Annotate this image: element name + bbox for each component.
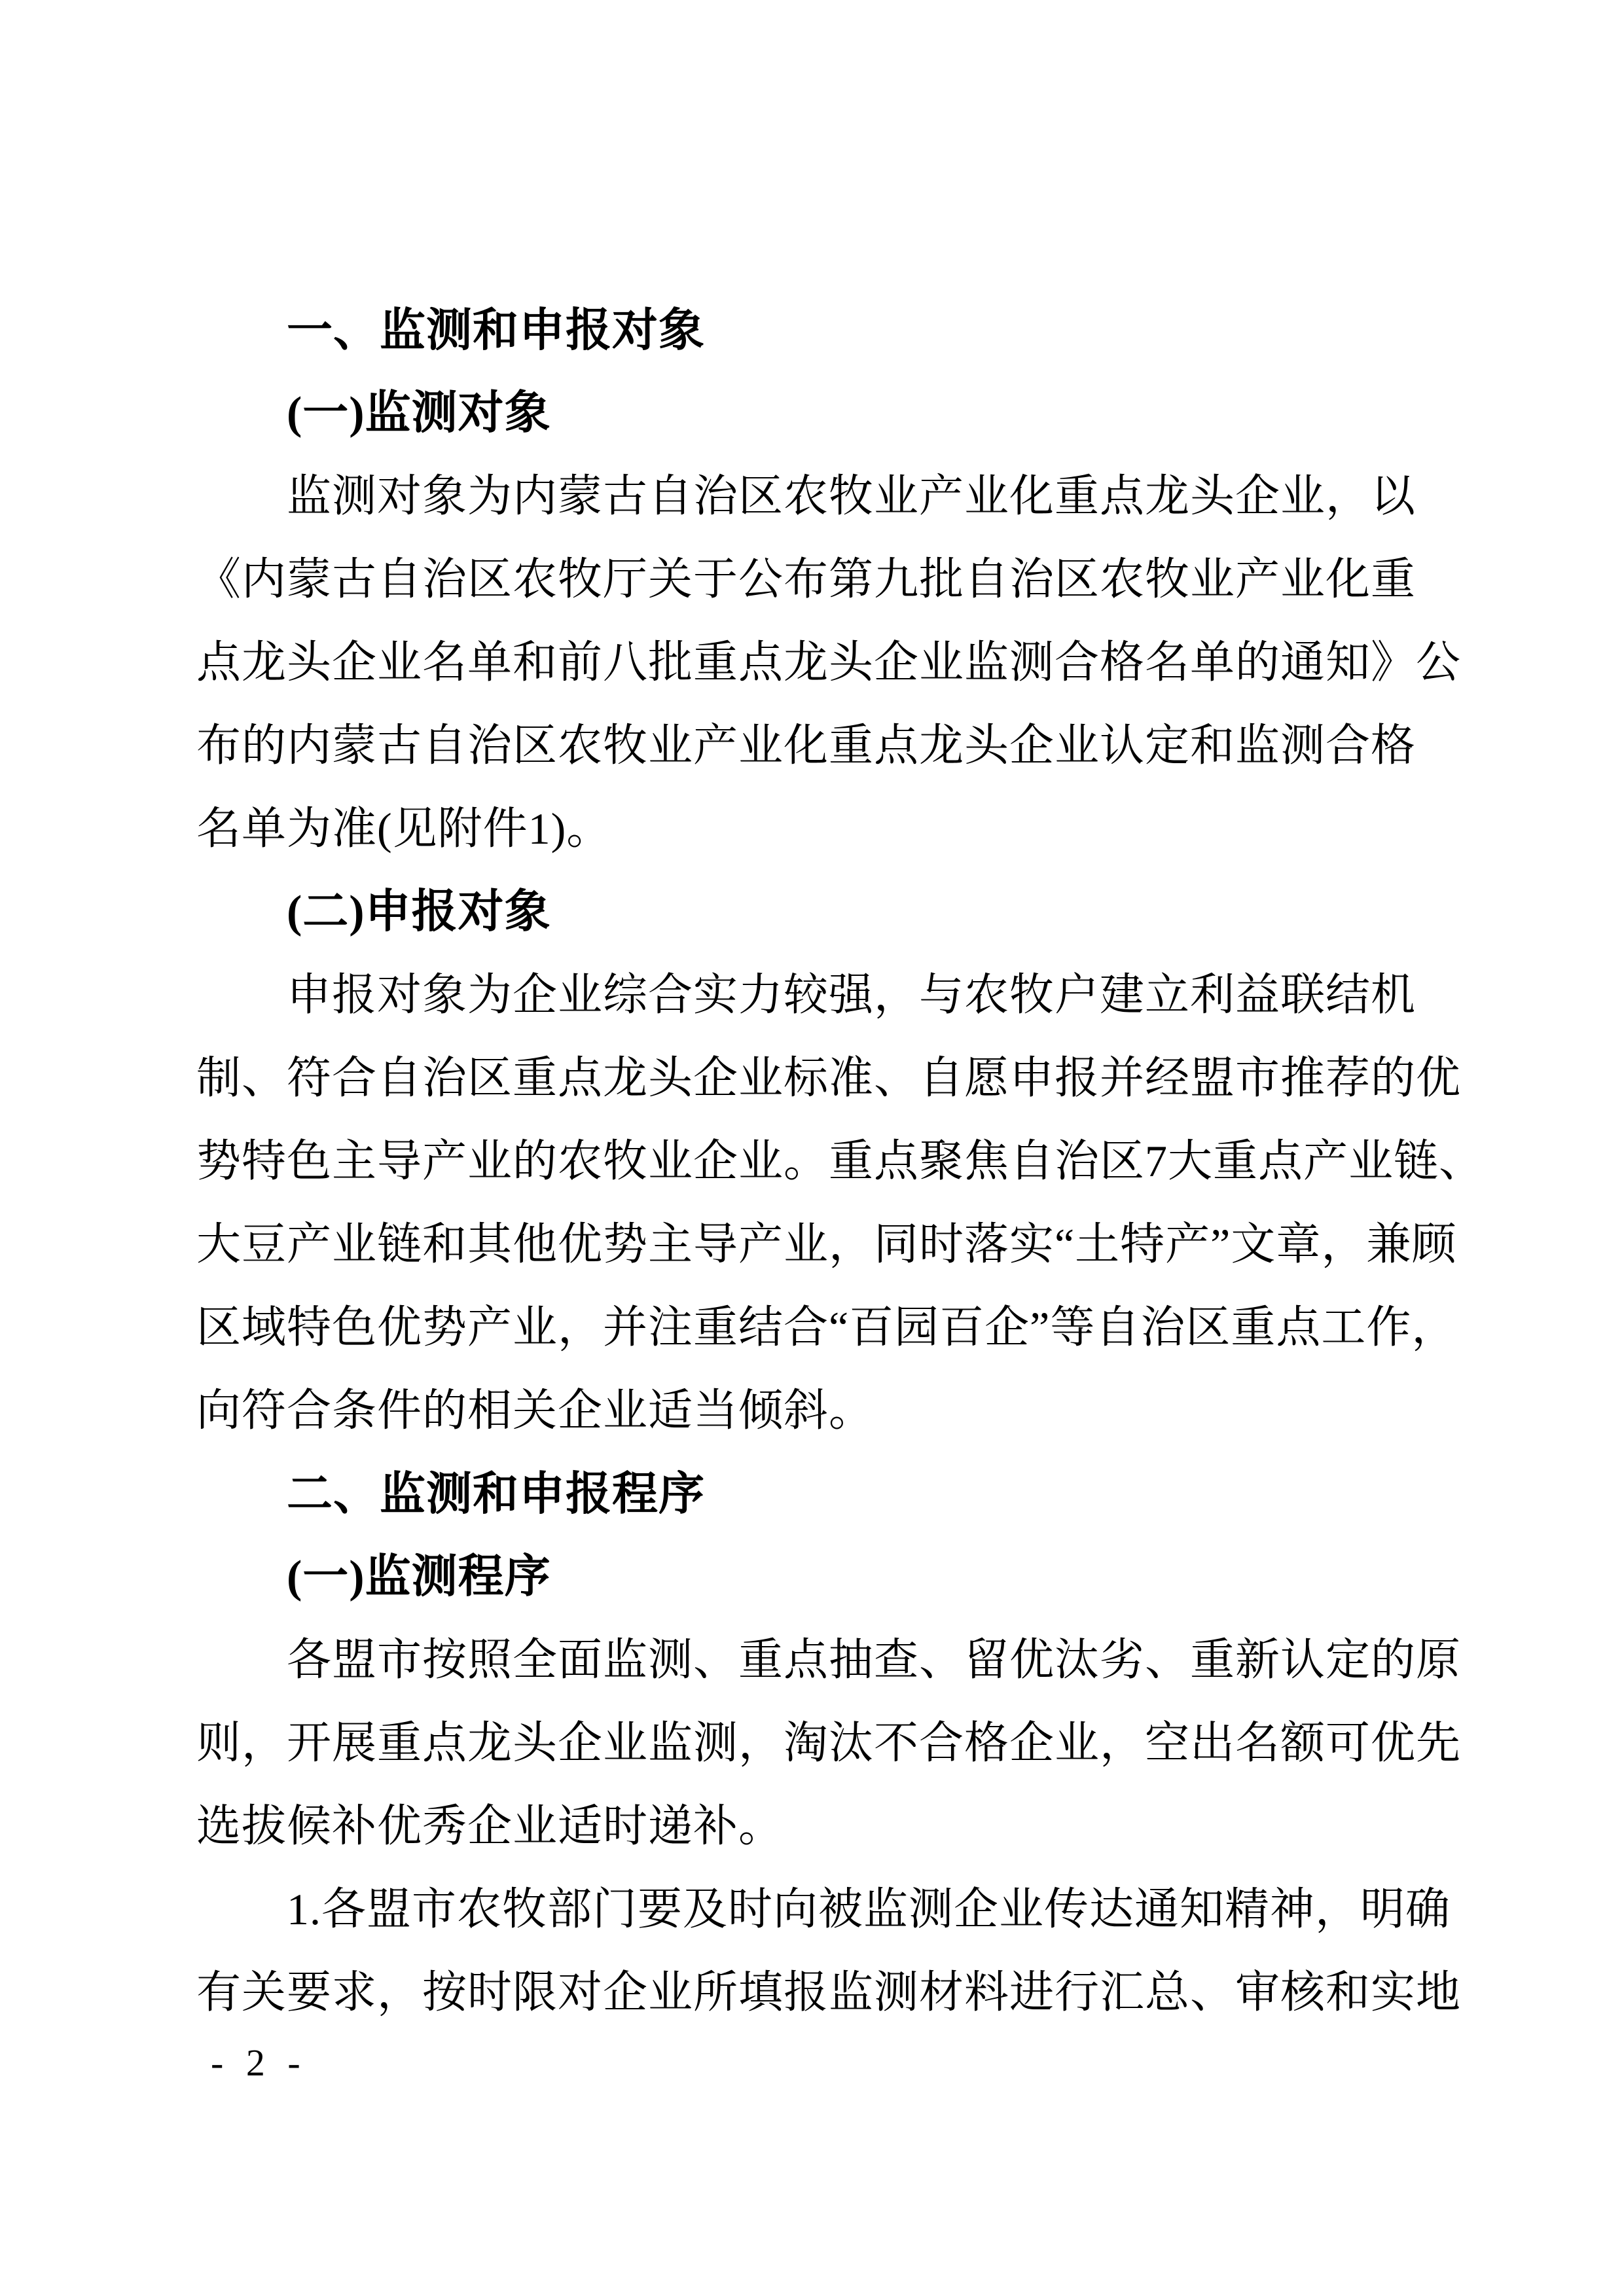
text-line: 监测对象为内蒙古自治区农牧业产业化重点龙头企业，以 (287, 471, 1416, 521)
text-line: 一、监测和申报对象 (287, 303, 705, 357)
text-line: 制、符合自治区重点龙头企业标准、自愿申报并经盟市推荐的优 (196, 1053, 1462, 1103)
text-line: 二、监测和申报程序 (287, 1467, 705, 1520)
text-line: 申报对象为企业综合实力较强，与农牧户建立利益联结机 (287, 970, 1416, 1020)
text-line: 点龙头企业名单和前八批重点龙头企业监测合格名单的通知》公 (196, 637, 1462, 687)
text-line: (一)监测程序 (287, 1552, 551, 1602)
page-number: - 2 - (211, 2041, 307, 2084)
text-line: 则，开展重点龙头企业监测，淘汰不合格企业，空出名额可优先 (196, 1718, 1462, 1768)
text-line: 《内蒙古自治区农牧厅关于公布第九批自治区农牧业产业化重 (196, 554, 1416, 604)
text-line: 大豆产业链和其他优势主导产业，同时落实“土特产”文章，兼顾 (196, 1219, 1457, 1269)
text-line: 布的内蒙古自治区农牧业产业化重点龙头企业认定和监测合格 (196, 721, 1416, 770)
text-line: 有关要求，按时限对企业所填报监测材料进行汇总、审核和实地 (196, 1967, 1462, 2017)
document-body (196, 289, 1485, 2034)
text-line: (一)监测对象 (287, 388, 551, 439)
text-line: 向符合条件的相关企业适当倾斜。 (196, 1386, 875, 1435)
text-line: (二)申报对象 (287, 887, 551, 937)
text-line: 选拔候补优秀企业适时递补。 (196, 1801, 784, 1851)
text-line: 1.各盟市农牧部门要及时向被监测企业传达通知精神，明确 (287, 1884, 1451, 1934)
text-line: 名单为准(见附件1)。 (196, 804, 612, 853)
text-line: 区域特色优势产业，并注重结合“百园百企”等自治区重点工作， (196, 1302, 1457, 1352)
text-line: 各盟市按照全面监测、重点抽查、留优汰劣、重新认定的原 (287, 1635, 1462, 1685)
text-line: 势特色主导产业的农牧业企业。重点聚焦自治区7大重点产业链、 (196, 1136, 1485, 1186)
